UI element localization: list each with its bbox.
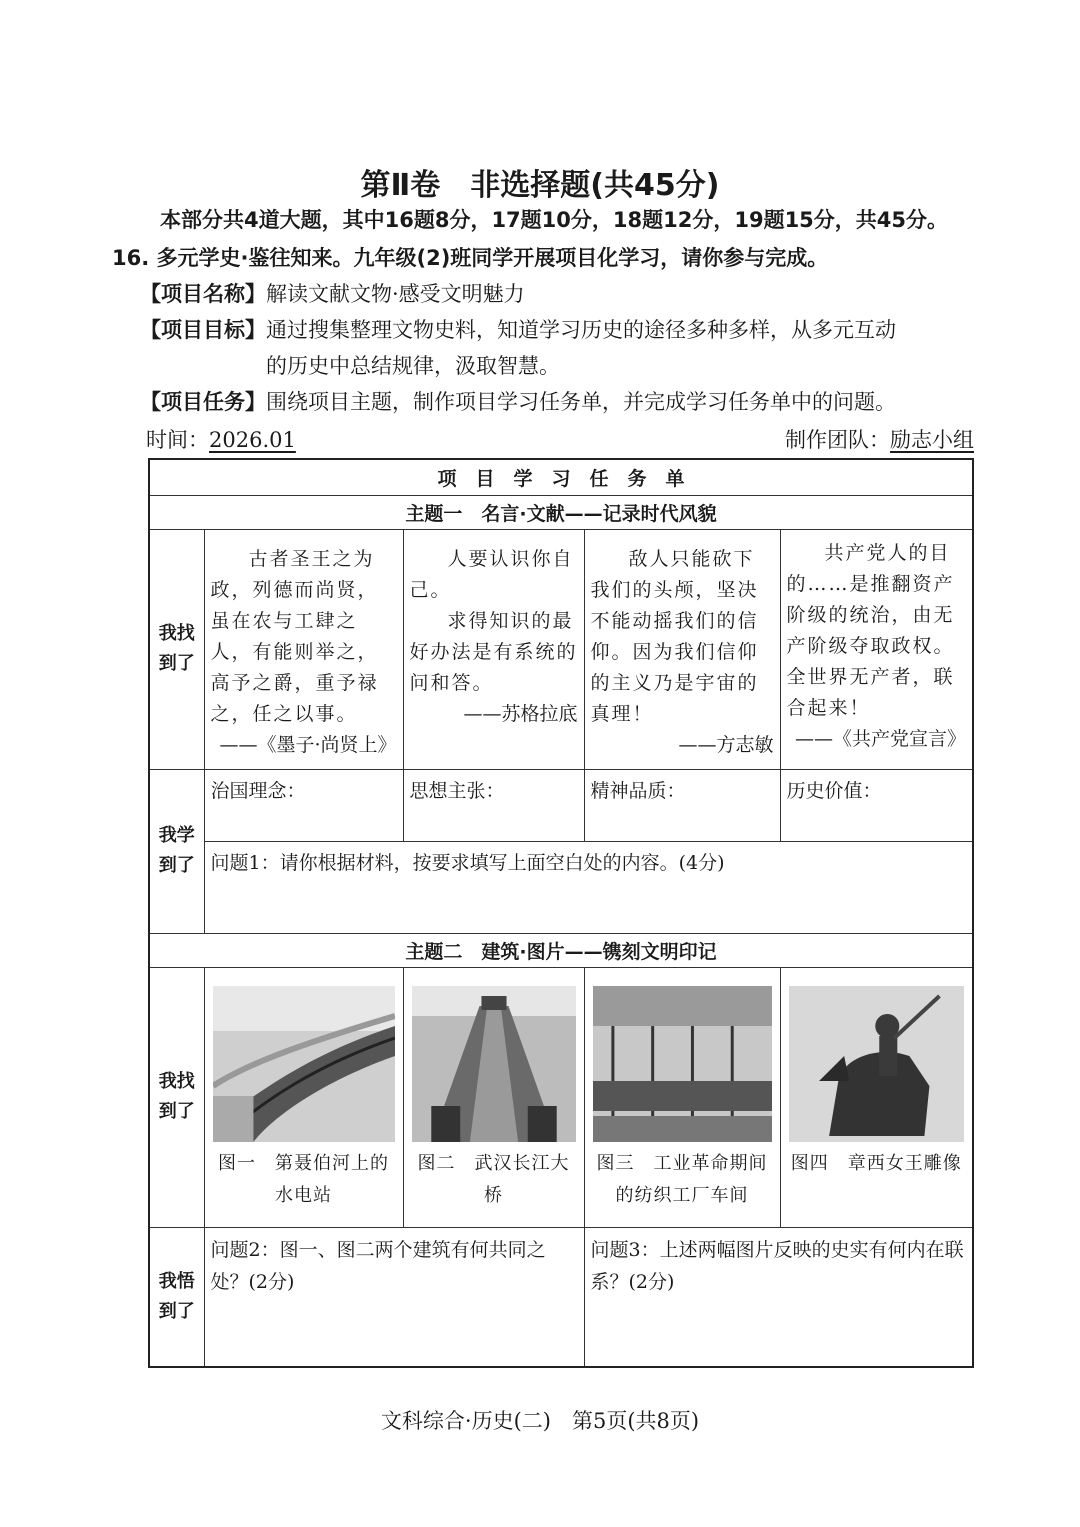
time-value: 2026.01 (209, 428, 296, 452)
project-goal-text-2: 的历史中总结规律，汲取智慧。 (266, 354, 560, 378)
picture-bridge-caption: 图二 武汉长江大桥 (417, 1152, 570, 1206)
blank-value[interactable]: 历史价值： (780, 769, 973, 841)
quote-socrates (403, 529, 584, 769)
section-intro: 本部分共4道大题，其中16题8分，17题10分，18题12分，19题15分，共45分。 (160, 208, 949, 232)
project-name-text: 解读文献文物·感受文明魅力 (266, 282, 525, 306)
blank-thought[interactable]: 思想主张： (403, 769, 584, 841)
statue-photo-icon (789, 986, 965, 1142)
question-16-stem (112, 242, 828, 272)
found-label-1: 我找到了 (149, 529, 204, 769)
sheet-title: 项 目 学 习 任 务 单 (149, 459, 973, 495)
quote-manifesto (780, 529, 973, 769)
team-line (785, 422, 974, 458)
quote-socrates-text-2: 求得知识的最好办法是有系统的问和答。 (409, 609, 578, 694)
quote-socrates-text-1: 人要认识你自己。 (409, 547, 574, 601)
quote-fangzhimin (584, 529, 780, 769)
realized-label: 我悟到了 (149, 1227, 204, 1367)
quote-mozi-text: 古者圣王之为政，列德而尚贤，虽在农与工肆之人，有能则举之，高予之爵，重予禄之，任之以事。 (210, 547, 379, 725)
quote-manifesto-text: 共产党人的目的……是推翻资产阶级的统治，由无产阶级夺取政权。全世界无产者，联合起来！ (786, 541, 955, 719)
project-task-label: 【项目任务】 (140, 390, 266, 414)
quote-fangzhimin-source: ——方志敏 (678, 733, 774, 756)
theme-one-title: 主题一 名言·文献——记录时代风貌 (149, 495, 973, 529)
blank-governance[interactable]: 治国理念： (204, 769, 403, 841)
time-line (146, 422, 296, 458)
project-goal-text-1: 通过搜集整理文物史料，知道学习历史的途径多种多样，从多元互动 (266, 318, 896, 342)
project-name-label: 【项目名称】 (140, 282, 266, 306)
picture-factory (584, 967, 780, 1227)
section-title: 第Ⅱ卷 非选择题(共45分) (360, 168, 720, 203)
picture-dam-caption: 图一 第聂伯河上的水电站 (218, 1152, 389, 1206)
project-goal (140, 312, 896, 348)
picture-factory-caption: 图三 工业革命期间的纺织工厂车间 (596, 1152, 768, 1206)
time-label: 时间： (146, 428, 209, 452)
picture-statue-caption: 图四 章西女王雕像 (790, 1152, 962, 1174)
problem-3[interactable]: 问题3：上述两幅图片反映的史实有何内在联系？(2分) (584, 1227, 973, 1367)
learned-label: 我学到了 (149, 769, 204, 933)
project-name (140, 276, 525, 312)
bridge-photo-icon (412, 986, 576, 1142)
team-value: 励志小组 (890, 428, 974, 452)
quote-fangzhimin-text: 敌人只能砍下我们的头颅，坚决不能动摇我们的信仰。因为我们信仰的主义乃是宇宙的真理！ (590, 547, 759, 725)
blank-spirit[interactable]: 精神品质： (584, 769, 780, 841)
factory-photo-icon (593, 986, 772, 1142)
project-task-text: 围绕项目主题，制作项目学习任务单，并完成学习任务单中的问题。 (266, 390, 896, 414)
dam-photo-icon (213, 986, 395, 1142)
task-sheet-table (148, 458, 974, 1368)
quote-mozi (204, 529, 403, 769)
page-footer: 文科综合·历史(二) 第5页(共8页) (380, 1409, 700, 1433)
quote-manifesto-source: ——《共产党宣言》 (795, 727, 967, 750)
problem-1[interactable]: 问题1：请你根据材料，按要求填写上面空白处的内容。(4分) (204, 841, 973, 933)
quote-socrates-source: ——苏格拉底 (463, 702, 578, 725)
project-task (140, 384, 896, 420)
found-label-2: 我找到了 (149, 967, 204, 1227)
project-goal-label: 【项目目标】 (140, 318, 266, 342)
theme-two-title: 主题二 建筑·图片——镌刻文明印记 (149, 933, 973, 967)
picture-bridge (403, 967, 584, 1227)
picture-statue (780, 967, 973, 1227)
team-label: 制作团队： (785, 428, 890, 452)
quote-mozi-source: ——《墨子·尚贤上》 (219, 733, 397, 756)
problem-2[interactable]: 问题2：图一、图二两个建筑有何共同之处？(2分) (204, 1227, 584, 1367)
picture-dam (204, 967, 403, 1227)
question-16-text: 16. 多元学史·鉴往知来。九年级(2)班同学开展项目化学习，请你参与完成。 (112, 246, 829, 270)
